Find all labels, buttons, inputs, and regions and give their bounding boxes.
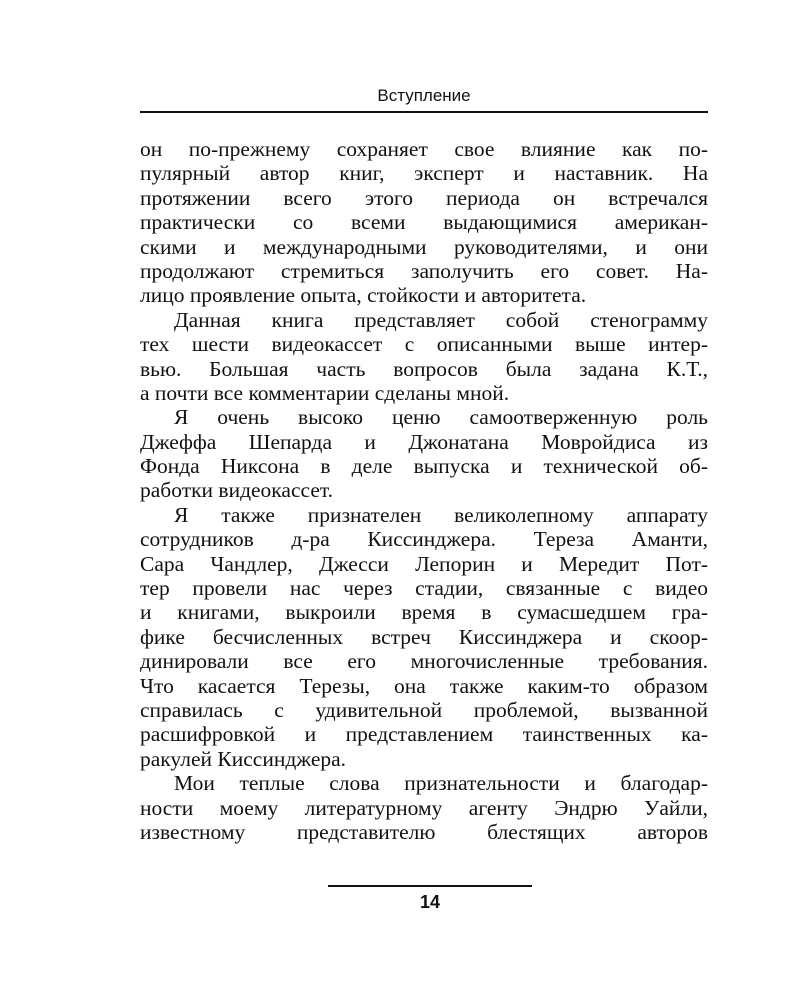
text-line: практически со всеми выдающимися американ- bbox=[140, 210, 708, 235]
header-rule bbox=[140, 111, 708, 113]
text-line: и книгами, выкроили время в сумасшедшем гра- bbox=[140, 600, 708, 625]
body-text bbox=[140, 137, 708, 844]
text-line: тер провели нас через стадии, связанные с видео bbox=[140, 576, 708, 601]
text-line: Сара Чандлер, Джесси Лепорин и Мередит Пот- bbox=[140, 551, 708, 576]
text-line: Я очень высоко ценю самоотверженную роль bbox=[174, 405, 708, 430]
text-line: Джеффа Шепарда и Джонатана Мовройдиса из bbox=[140, 429, 708, 454]
text-line: он по-прежнему сохраняет свое влияние как по- bbox=[140, 137, 708, 161]
running-head: Вступление bbox=[377, 86, 471, 105]
text-line: сотрудников д-ра Киссинджера. Тереза Аманти, bbox=[140, 527, 708, 552]
text-line: динировали все его многочисленные требования. bbox=[140, 649, 708, 674]
text-line: известному представителю блестящих авторов bbox=[140, 819, 708, 844]
text-line: Фонда Никсона в деле выпуска и технической об- bbox=[140, 454, 708, 479]
text-line: протяжении всего этого периода он встречался bbox=[140, 185, 708, 210]
text-line: ности моему литературному агенту Эндрю Уайли, bbox=[140, 795, 708, 820]
text-line: Мои теплые слова признательности и благодар- bbox=[174, 771, 708, 796]
text-line: пулярный автор книг, эксперт и наставник. На bbox=[140, 161, 708, 186]
footer-rule bbox=[328, 885, 532, 887]
text-line: лицо проявление опыта, стойкости и авторитета. bbox=[140, 283, 587, 308]
text-line: работки видеокассет. bbox=[140, 478, 334, 503]
page-number: 14 bbox=[419, 892, 441, 912]
text-line: а почти все комментарии сделаны мной. bbox=[140, 380, 510, 405]
text-line: справилась с удивительной проблемой, вызванной bbox=[140, 697, 708, 722]
text-line: скими и международными руководителями, и они bbox=[140, 234, 708, 259]
text-line: продолжают стремиться заполучить его совет. На- bbox=[140, 258, 708, 283]
text-line: расшифровкой и представлением таинственных ка- bbox=[140, 722, 708, 747]
text-line: Я также признателен великолепному аппарату bbox=[174, 502, 708, 527]
text-line: ракулей Киссинджера. bbox=[140, 746, 347, 771]
text-line: фике бесчисленных встреч Киссинджера и скоор- bbox=[140, 624, 708, 649]
text-line: тех шести видеокассет с описанными выше интер- bbox=[140, 332, 708, 357]
text-line: Что касается Терезы, она также каким-то образом bbox=[140, 673, 708, 698]
text-line: вью. Большая часть вопросов была задана К.Т., bbox=[140, 356, 708, 381]
text-line: Данная книга представляет собой стенограмму bbox=[174, 307, 708, 332]
